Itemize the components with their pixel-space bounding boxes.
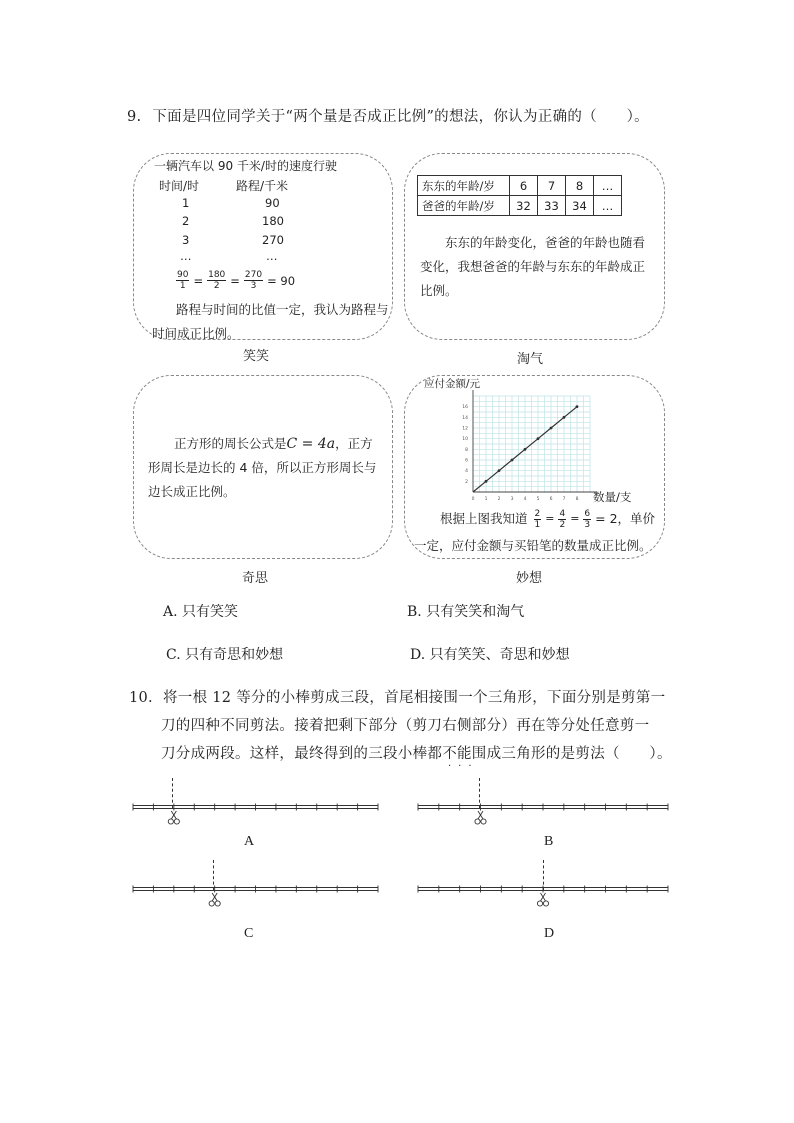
taoqi-text: 东东的年龄变化，爸爸的年龄也随看变化，我想爸爸的年龄与东东的年龄成正比例。: [420, 235, 646, 298]
x-tick-label: 8: [575, 497, 579, 502]
taoqi-row1-v1: 6: [510, 176, 538, 196]
taoqi-row2-v2: 33: [538, 196, 566, 216]
caption-qisi: 奇思: [242, 571, 269, 586]
q9-option-c[interactable]: C. 只有奇思和妙想: [166, 647, 284, 663]
taoqi-row2-v4: …: [594, 196, 622, 216]
q9-option-b[interactable]: B. 只有笑笑和淘气: [407, 604, 525, 620]
x-tick-label: 1: [484, 497, 488, 502]
price-data-point: [511, 459, 514, 462]
scissors-handle: [475, 819, 480, 824]
label-a: A: [244, 834, 255, 849]
taoqi-age-table: [417, 175, 622, 216]
q9-stem-text: 下面是四位同学关于“两个量是否成正比例”的想法，你认为正确的（ ）。: [152, 109, 649, 125]
scissors-handle: [537, 901, 542, 906]
xiaoxiao-title: 一辆汽车以 90 千米/时的速度行驶: [154, 159, 337, 173]
y-tick-label: 6: [465, 458, 468, 464]
caption-taoqi: 淘气: [517, 352, 544, 367]
miaoxiang-text-line1: 根据上图我知道 $\frac{2}{1}$ = $\frac{4}{2}$ = $\frac{6}{3}$ = 2，单价: [440, 508, 656, 530]
xiaoxiao-r1c2: 90: [265, 196, 280, 210]
x-tick-label: 4: [523, 497, 527, 502]
stick-option-a[interactable]: [131, 790, 381, 830]
qisi-text: [148, 432, 380, 504]
y-tick-label: 16: [462, 405, 468, 411]
xiaoxiao-col1: 时间/时: [159, 179, 200, 193]
price-data-point: [498, 469, 501, 472]
y-tick-label: 2: [465, 479, 468, 485]
q9-option-d[interactable]: D. 只有笑笑、奇思和妙想: [410, 647, 570, 663]
x-tick-label: 7: [562, 497, 566, 502]
xiaoxiao-r1c1: 1: [182, 196, 190, 210]
caption-xiaoxiao: 笑笑: [243, 349, 270, 364]
cut-guide-b: [479, 778, 480, 808]
taoqi-row1-v2: 7: [538, 176, 566, 196]
xiaoxiao-r4c1: …: [180, 249, 192, 263]
xiaoxiao-r3c2: 270: [262, 233, 284, 247]
price-data-point: [537, 437, 540, 440]
q9-number: 9.: [127, 109, 142, 125]
xiaoxiao-r2c2: 180: [262, 214, 284, 228]
miaoxiang-ylabel: 应付金额/元: [424, 378, 481, 390]
miaoxiang-xlabel: 数量/支: [593, 490, 632, 504]
taoqi-row2-v1: 32: [510, 196, 538, 216]
qisi-formula: C = 4a: [286, 436, 336, 452]
scissors-icon: [537, 893, 548, 906]
taoqi-row1-v3: 8: [566, 176, 594, 196]
q10-line3: 刀分成两段。这样，最终得到的三段小棒都不能围成三角形的是剪法（ ）。: [161, 746, 672, 762]
x-tick-label: 5: [536, 497, 540, 502]
xiaoxiao-r4c2: …: [266, 249, 278, 263]
y-tick-label: 4: [465, 469, 468, 475]
taoqi-row1-v4: …: [594, 176, 622, 196]
scissors-icon: [168, 811, 179, 824]
price-chart: [455, 390, 665, 510]
scissors-icon: [475, 811, 486, 824]
scissors-handle: [215, 901, 220, 906]
x-tick-label: 0: [471, 497, 475, 502]
q10-line1: 将一根 12 等分的小棒剪成三段，首尾相接围一个三角形，下面分别是剪第一: [162, 690, 666, 706]
cut-guide-d: [543, 860, 544, 890]
stick-option-b[interactable]: [416, 790, 671, 830]
y-tick-label: 14: [462, 415, 468, 421]
q10-line2: 刀的四种不同剪法。接着把剩下部分（剪刀右侧部分）再在等分处任意剪一: [161, 718, 650, 734]
xiaoxiao-formula: $\frac{90}{1}$ = $\frac{180}{2}$ = $\frac{270}{3}$ = 90: [177, 270, 296, 291]
miaoxiang-text-b: = 2，单价: [595, 511, 656, 526]
stick-option-c[interactable]: [131, 872, 381, 912]
label-d: D: [544, 926, 555, 941]
y-tick-label: 10: [462, 437, 468, 443]
taoqi-row1-label: 东东的年龄/岁: [418, 176, 510, 196]
miaoxiang-text-c: 一定，应付金额与买铅笔的数量成正比例。: [414, 538, 652, 553]
xiaoxiao-col2: 路程/千米: [236, 179, 289, 193]
price-data-point: [563, 416, 566, 419]
q9-stem: [127, 103, 649, 131]
y-tick-label: 12: [462, 426, 468, 432]
x-tick-label: 2: [497, 497, 501, 502]
qisi-text-a: 正方形的周长公式是: [174, 436, 287, 451]
scissors-handle: [168, 819, 173, 824]
scissors-handle: [543, 901, 548, 906]
cut-guide-c: [213, 860, 214, 890]
caption-miaoxiang: 妙想: [516, 571, 543, 586]
qisi-text-b: ，正方形周长是边长的 4 倍，所以正方形周长与边长成正比例。: [148, 436, 377, 499]
cut-guide-a: [172, 778, 173, 808]
label-c: C: [244, 926, 254, 941]
price-data-point: [524, 448, 527, 451]
x-tick-label: 3: [510, 497, 514, 502]
emphasis-dots: ···: [448, 761, 479, 772]
y-tick-label: 8: [465, 447, 468, 453]
price-data-point: [576, 405, 579, 408]
scissors-handle: [174, 819, 179, 824]
xiaoxiao-text: 路程与时间的比值一定，我认为路程与时间成正比例。: [152, 302, 389, 341]
price-data-point: [485, 480, 488, 483]
scissors-icon: [209, 893, 220, 906]
miaoxiang-text-a: 根据上图我知道: [440, 511, 528, 526]
q10-number: 10.: [129, 690, 153, 706]
scissors-handle: [481, 819, 486, 824]
x-tick-label: 6: [549, 497, 553, 502]
xiaoxiao-r3c1: 3: [182, 233, 190, 247]
taoqi-row2-v3: 34: [566, 196, 594, 216]
taoqi-row2-label: 爸爸的年龄/岁: [418, 196, 510, 216]
price-data-point: [550, 427, 553, 430]
q10-stem: [129, 684, 672, 768]
label-b: B: [544, 834, 554, 849]
q9-option-a[interactable]: A. 只有笑笑: [163, 604, 239, 620]
scissors-handle: [209, 901, 214, 906]
xiaoxiao-r2c1: 2: [182, 214, 190, 228]
